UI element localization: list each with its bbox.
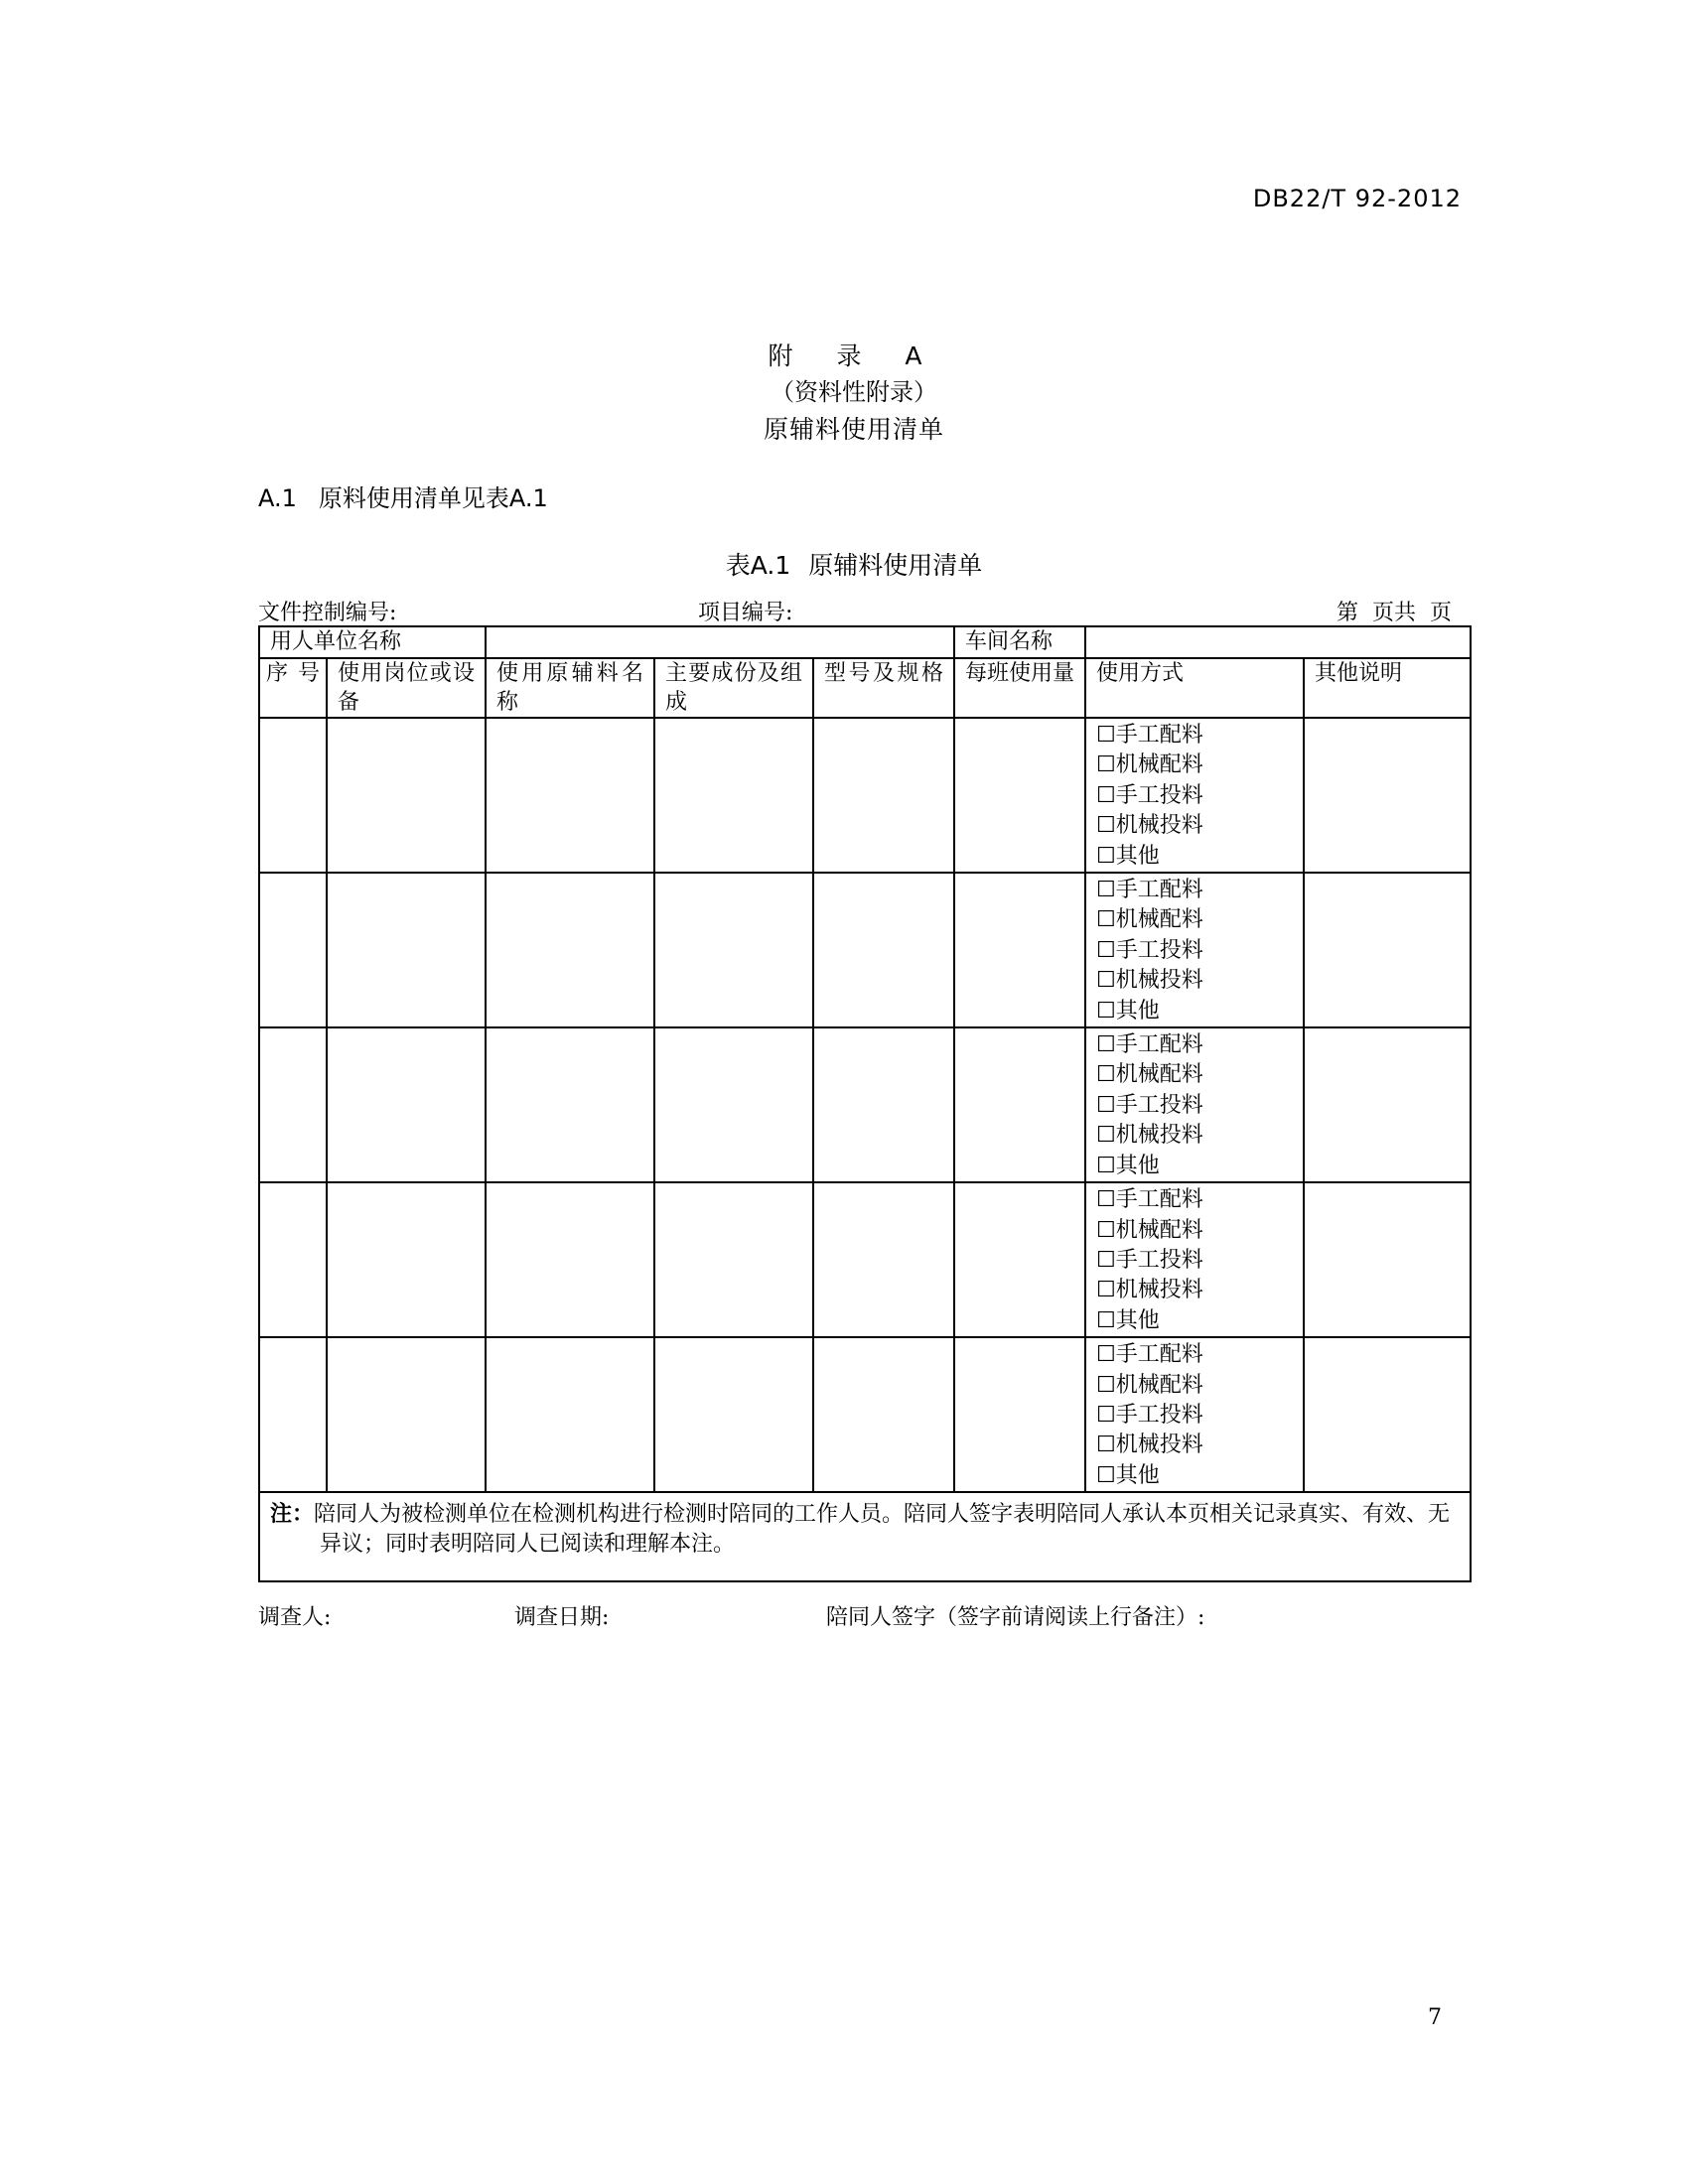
- cell-method: [1085, 1027, 1304, 1182]
- checkbox-icon[interactable]: ☐: [1096, 1032, 1116, 1058]
- method-options: [1096, 1028, 1293, 1181]
- cell-usage[interactable]: [954, 873, 1085, 1027]
- option-label: 手工配料: [1115, 878, 1203, 903]
- section-number: A.1: [258, 484, 297, 512]
- method-option[interactable]: [1096, 1060, 1293, 1090]
- cell-seq[interactable]: [259, 718, 327, 873]
- method-options: [1096, 719, 1293, 872]
- col-post: 使用岗位或设备: [327, 658, 486, 718]
- cell-composition[interactable]: [654, 1337, 813, 1492]
- checkbox-icon[interactable]: ☐: [1096, 1217, 1116, 1243]
- option-label: 其他: [1115, 843, 1160, 869]
- cell-other[interactable]: [1304, 718, 1471, 873]
- option-label: 机械投料: [1115, 968, 1203, 994]
- investigator-label: 调查人:: [258, 1605, 332, 1630]
- option-label: 手工投料: [1115, 1402, 1203, 1428]
- workshop-value[interactable]: [1085, 626, 1471, 658]
- option-label: 手工配料: [1115, 1342, 1203, 1368]
- appendix-title: 附 录 A: [768, 341, 940, 370]
- method-option[interactable]: [1096, 1091, 1293, 1121]
- option-label: 机械投料: [1115, 1123, 1203, 1149]
- method-options: [1096, 1338, 1293, 1491]
- cell-model[interactable]: [813, 873, 954, 1027]
- table-body: [259, 626, 1471, 1581]
- cell-usage[interactable]: [954, 1337, 1085, 1492]
- appendix-type: （资料性附录）: [771, 378, 937, 406]
- checkbox-icon[interactable]: ☐: [1096, 782, 1116, 808]
- note-text: 陪同人为被检测单位在检测机构进行检测时陪同的工作人员。陪同人签字表明陪同人承认本页相关记录真实、有效、无异议；同时表明陪同人已阅读和理解本注。: [314, 1502, 1451, 1558]
- cell-material[interactable]: [486, 718, 654, 873]
- option-label: 其他: [1115, 1153, 1160, 1178]
- checkbox-icon[interactable]: ☐: [1096, 843, 1116, 869]
- checkbox-icon[interactable]: ☐: [1096, 1092, 1116, 1118]
- method-option[interactable]: [1096, 1306, 1293, 1336]
- cell-seq[interactable]: [259, 1337, 327, 1492]
- method-option[interactable]: [1096, 905, 1293, 935]
- cell-other[interactable]: [1304, 873, 1471, 1027]
- col-method: 使用方式: [1085, 658, 1304, 718]
- table-row: [259, 1337, 1471, 1492]
- method-option[interactable]: [1096, 1152, 1293, 1181]
- option-label: 其他: [1115, 1307, 1160, 1333]
- method-option[interactable]: [1096, 997, 1293, 1026]
- option-label: 其他: [1115, 1462, 1160, 1488]
- cell-seq[interactable]: [259, 1027, 327, 1182]
- checkbox-icon[interactable]: ☐: [1096, 1153, 1116, 1178]
- section-title: 原料使用清单见表A.1: [318, 484, 548, 512]
- cell-material[interactable]: [486, 1182, 654, 1337]
- cell-post[interactable]: [327, 1027, 486, 1182]
- method-option[interactable]: [1096, 1276, 1293, 1305]
- cell-method: [1085, 718, 1304, 873]
- unit-row: [259, 626, 1471, 658]
- cell-model[interactable]: [813, 1337, 954, 1492]
- col-seq: 序号: [259, 658, 327, 718]
- note: [270, 1493, 1460, 1560]
- method-option[interactable]: [1096, 876, 1293, 905]
- method-option[interactable]: [1096, 1461, 1293, 1491]
- cell-post[interactable]: [327, 1337, 486, 1492]
- option-label: 机械配料: [1115, 752, 1203, 778]
- option-label: 机械配料: [1115, 1062, 1203, 1088]
- method-option[interactable]: [1096, 1216, 1293, 1246]
- checkbox-icon[interactable]: ☐: [1096, 1247, 1116, 1273]
- option-label: 手工投料: [1115, 782, 1203, 808]
- checkbox-icon[interactable]: ☐: [1096, 1372, 1116, 1398]
- method-option[interactable]: [1096, 966, 1293, 996]
- appendix-name: 原辅料使用清单: [763, 415, 944, 444]
- option-label: 机械投料: [1115, 813, 1203, 839]
- method-option[interactable]: [1096, 781, 1293, 811]
- column-header-row: [259, 658, 1471, 718]
- page-number: 7: [1428, 2005, 1442, 2030]
- cell-method: [1085, 1182, 1304, 1337]
- checkbox-icon[interactable]: ☐: [1096, 723, 1116, 748]
- option-label: 机械配料: [1115, 1372, 1203, 1398]
- appendix-heading: [0, 338, 1688, 448]
- method-option[interactable]: [1096, 751, 1293, 780]
- method-options: [1096, 1183, 1293, 1336]
- note-cell: [259, 1492, 1471, 1581]
- method-option[interactable]: [1096, 1371, 1293, 1401]
- table-row: [259, 1027, 1471, 1182]
- project-no-label: 项目编号:: [698, 601, 793, 625]
- page-info: 第 页共 页: [1336, 601, 1452, 625]
- cell-material[interactable]: [486, 1027, 654, 1182]
- method-option[interactable]: [1096, 1121, 1293, 1151]
- method-option[interactable]: [1096, 721, 1293, 751]
- option-label: 手工投料: [1115, 1092, 1203, 1118]
- method-option[interactable]: [1096, 1246, 1293, 1276]
- cell-other[interactable]: [1304, 1337, 1471, 1492]
- method-option[interactable]: [1096, 842, 1293, 872]
- checkbox-icon[interactable]: ☐: [1096, 937, 1116, 963]
- method-option[interactable]: [1096, 936, 1293, 966]
- method-option[interactable]: [1096, 1030, 1293, 1060]
- checkbox-icon[interactable]: ☐: [1096, 1342, 1116, 1368]
- checkbox-icon[interactable]: ☐: [1096, 907, 1116, 933]
- col-other: 其他说明: [1304, 658, 1471, 718]
- checkbox-icon[interactable]: ☐: [1096, 878, 1116, 903]
- unit-name-label: 用人单位名称: [259, 626, 486, 658]
- checkbox-icon[interactable]: ☐: [1096, 1123, 1116, 1149]
- option-label: 手工配料: [1115, 1032, 1203, 1058]
- checkbox-icon[interactable]: ☐: [1096, 1402, 1116, 1428]
- option-label: 手工配料: [1115, 1187, 1203, 1213]
- file-control-label: 文件控制编号:: [258, 601, 397, 625]
- option-label: 机械配料: [1115, 1217, 1203, 1243]
- checkbox-icon[interactable]: ☐: [1096, 968, 1116, 994]
- cell-material[interactable]: [486, 1337, 654, 1492]
- cell-composition[interactable]: [654, 718, 813, 873]
- checkbox-icon[interactable]: ☐: [1096, 1187, 1116, 1213]
- option-label: 机械配料: [1115, 907, 1203, 933]
- cell-usage[interactable]: [954, 1182, 1085, 1337]
- section-heading: [258, 478, 548, 513]
- option-label: 手工配料: [1115, 723, 1203, 748]
- col-composition: 主要成份及组成: [654, 658, 813, 718]
- cell-seq[interactable]: [259, 873, 327, 1027]
- survey-date-label: 调查日期:: [514, 1605, 610, 1630]
- method-option[interactable]: [1096, 1431, 1293, 1460]
- material-list-table: [258, 625, 1472, 1582]
- col-material: 使用原辅料名称: [486, 658, 654, 718]
- cell-model[interactable]: [813, 1027, 954, 1182]
- note-row: [259, 1492, 1471, 1581]
- cell-model[interactable]: [813, 1182, 954, 1337]
- method-option[interactable]: [1096, 1185, 1293, 1215]
- table-title: 原辅料使用清单: [808, 551, 983, 580]
- cell-model[interactable]: [813, 718, 954, 873]
- cell-method: [1085, 873, 1304, 1027]
- table-row: [259, 873, 1471, 1027]
- cell-method: [1085, 1337, 1304, 1492]
- unit-name-value[interactable]: [486, 626, 954, 658]
- table-caption: [0, 546, 1688, 582]
- col-usage: 每班使用量: [954, 658, 1085, 718]
- option-label: 机械投料: [1115, 1433, 1203, 1458]
- form-meta-row: [258, 596, 1452, 625]
- checkbox-icon[interactable]: ☐: [1096, 813, 1116, 839]
- workshop-label: 车间名称: [954, 626, 1085, 658]
- cell-composition[interactable]: [654, 873, 813, 1027]
- cell-post[interactable]: [327, 873, 486, 1027]
- cell-seq[interactable]: [259, 1182, 327, 1337]
- note-label: 注：: [270, 1501, 315, 1528]
- method-option[interactable]: [1096, 1401, 1293, 1431]
- checkbox-icon[interactable]: ☐: [1096, 1462, 1116, 1488]
- checkbox-icon[interactable]: ☐: [1096, 998, 1116, 1024]
- option-label: 其他: [1115, 998, 1160, 1024]
- method-option[interactable]: [1096, 1340, 1293, 1370]
- document-code: DB22/T 92-2012: [1252, 185, 1462, 212]
- checkbox-icon[interactable]: ☐: [1096, 752, 1116, 778]
- table-number: 表A.1: [725, 551, 791, 580]
- option-label: 手工投料: [1115, 1247, 1203, 1273]
- cell-material[interactable]: [486, 873, 654, 1027]
- checkbox-icon[interactable]: ☐: [1096, 1433, 1116, 1458]
- cell-other[interactable]: [1304, 1182, 1471, 1337]
- cell-composition[interactable]: [654, 1027, 813, 1182]
- cell-usage[interactable]: [954, 1027, 1085, 1182]
- table-row: [259, 1182, 1471, 1337]
- escort-sign-label: 陪同人签字（签字前请阅读上行备注）:: [826, 1605, 1205, 1630]
- option-label: 机械投料: [1115, 1278, 1203, 1303]
- option-label: 手工投料: [1115, 937, 1203, 963]
- checkbox-icon[interactable]: ☐: [1096, 1278, 1116, 1303]
- table-row: [259, 718, 1471, 873]
- checkbox-icon[interactable]: ☐: [1096, 1307, 1116, 1333]
- method-options: [1096, 874, 1293, 1026]
- method-option[interactable]: [1096, 811, 1293, 841]
- checkbox-icon[interactable]: ☐: [1096, 1062, 1116, 1088]
- cell-other[interactable]: [1304, 1027, 1471, 1182]
- cell-post[interactable]: [327, 718, 486, 873]
- cell-composition[interactable]: [654, 1182, 813, 1337]
- col-model: 型号及规格: [813, 658, 954, 718]
- cell-post[interactable]: [327, 1182, 486, 1337]
- cell-usage[interactable]: [954, 718, 1085, 873]
